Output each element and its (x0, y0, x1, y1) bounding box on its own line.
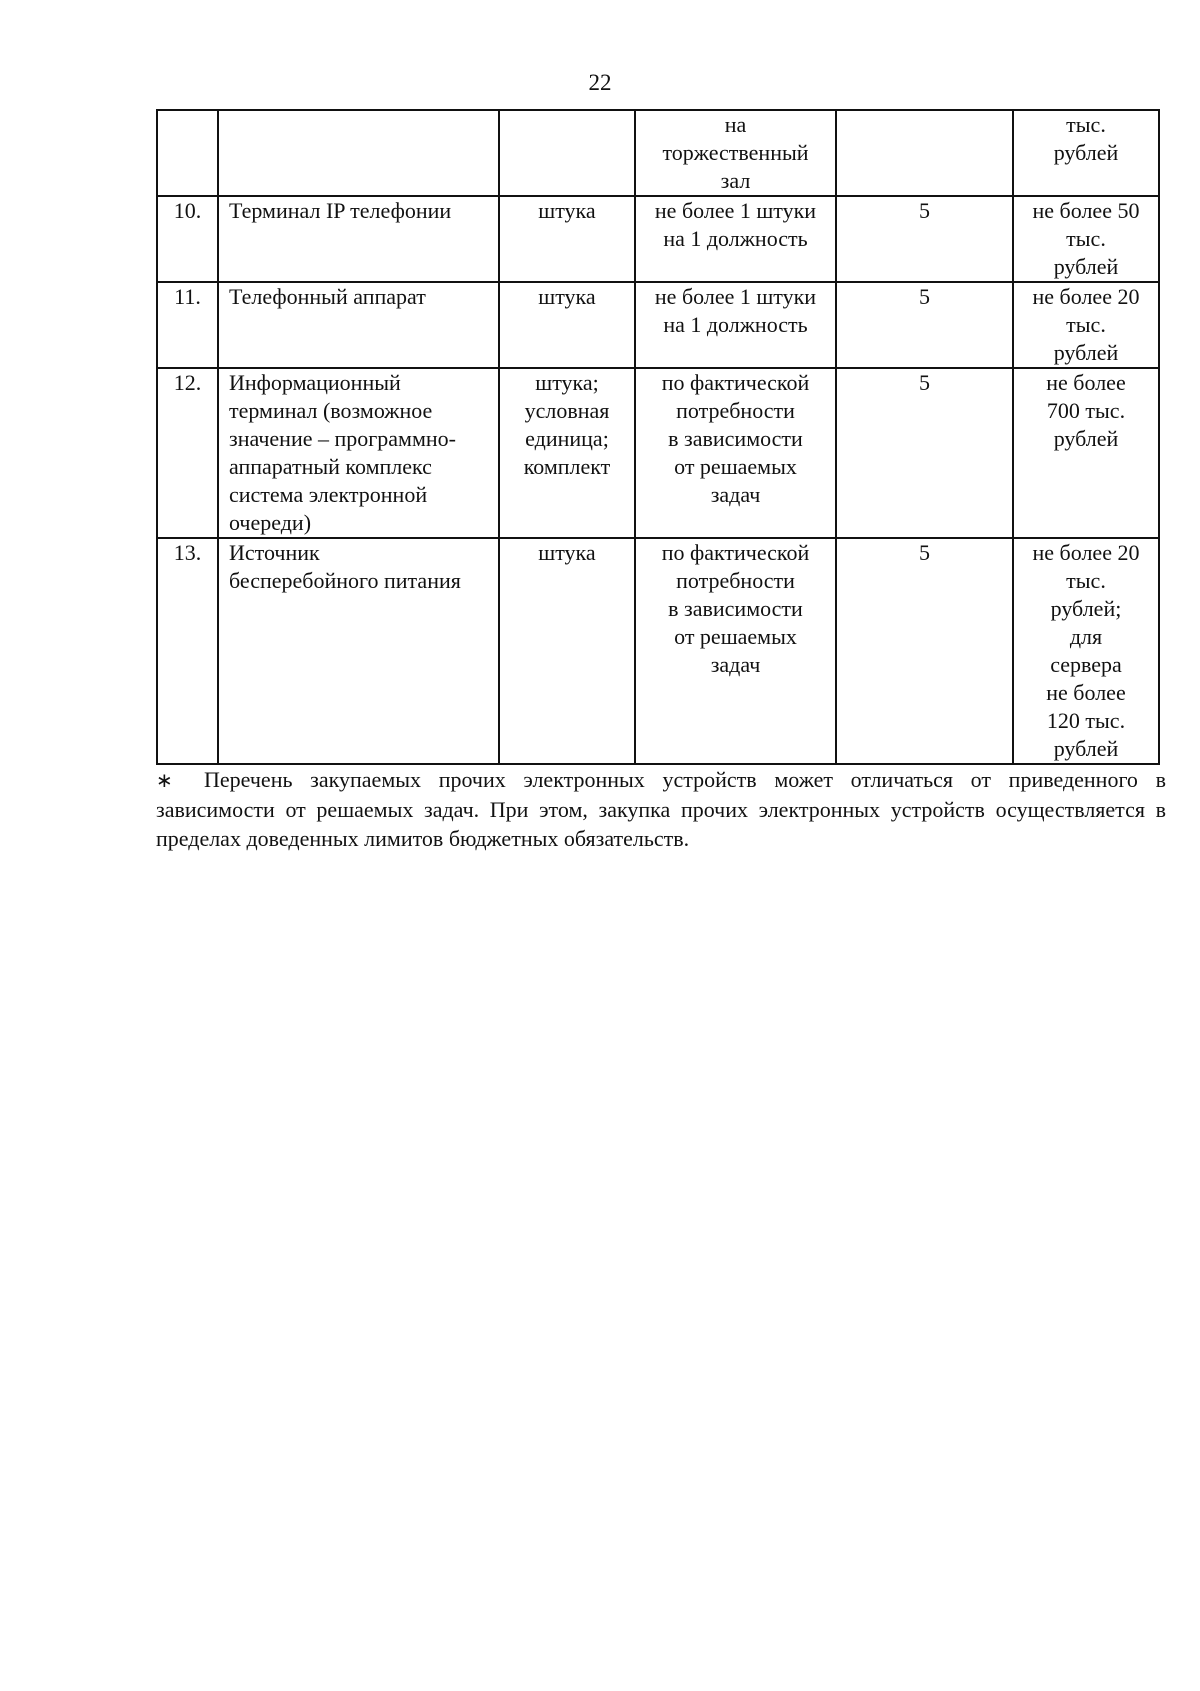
cell-number (157, 110, 218, 196)
cell-unit: штука (499, 196, 635, 282)
cell-number: 13. (157, 538, 218, 764)
cell-price: не более 50 тыс. рублей (1013, 196, 1159, 282)
cell-unit (499, 110, 635, 196)
cell-name (218, 110, 499, 196)
cell-years: 5 (836, 538, 1013, 764)
cell-unit: штука; условная единица; комплект (499, 368, 635, 538)
cell-name: Терминал IP телефонии (218, 196, 499, 282)
cell-years: 5 (836, 368, 1013, 538)
cell-quantity: не более 1 штуки на 1 должность (635, 196, 836, 282)
cell-quantity: по фактической потребности в зависимости от решаемых задач (635, 538, 836, 764)
cell-name: Информационный терминал (возможное значение – программно- аппаратный комплекс система электронной очереди) (218, 368, 499, 538)
cell-price: не более 700 тыс. рублей (1013, 368, 1159, 538)
asterisk-icon: ∗ (156, 768, 173, 792)
table-row (157, 196, 1159, 282)
cell-number: 11. (157, 282, 218, 368)
table-row (157, 538, 1159, 764)
cell-years: 5 (836, 196, 1013, 282)
cell-quantity: на торжественный зал (635, 110, 836, 196)
cell-number: 10. (157, 196, 218, 282)
cell-quantity: по фактической потребности в зависимости от решаемых задач (635, 368, 836, 538)
table-row (157, 368, 1159, 538)
cell-quantity: не более 1 штуки на 1 должность (635, 282, 836, 368)
table-row (157, 282, 1159, 368)
cell-unit: штука (499, 538, 635, 764)
cell-years: 5 (836, 282, 1013, 368)
cell-name: Источник бесперебойного питания (218, 538, 499, 764)
cell-years (836, 110, 1013, 196)
cell-price: тыс. рублей (1013, 110, 1159, 196)
table-row (157, 110, 1159, 196)
footnote-text: Перечень закупаемых прочих электронных устройств может отличаться от приведенного в зависимости от решаемых задач. При этом, закупка прочих электронных устройств осуществляется в пределах доведенных лимитов бюджетных обязательств. (156, 767, 1166, 851)
cell-unit: штука (499, 282, 635, 368)
footnote (156, 765, 1166, 853)
equipment-table (156, 109, 1160, 765)
page-number: 22 (588, 70, 612, 95)
cell-price: не более 20 тыс. рублей; для сервера не более 120 тыс. рублей (1013, 538, 1159, 764)
cell-name: Телефонный аппарат (218, 282, 499, 368)
cell-price: не более 20 тыс. рублей (1013, 282, 1159, 368)
cell-number: 12. (157, 368, 218, 538)
